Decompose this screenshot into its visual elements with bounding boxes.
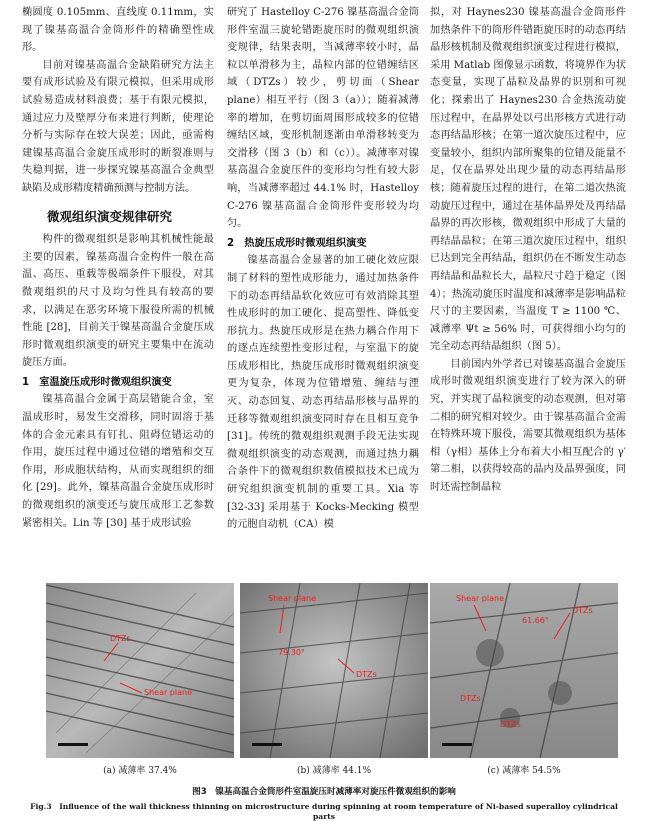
right-column (430, 4, 626, 497)
middle-column (227, 4, 419, 534)
micrograph-a (46, 583, 234, 758)
left-paragraph-1: 椭圆度 0.105mm、直线度 0.11mm，实现了镍基高温合金筒形件的精确塑性成形。 (22, 7, 214, 54)
micrograph-b (240, 583, 428, 758)
left-paragraph-3: 构件的微观组织是影响其机械性能最主要的因素，镍基高温合金构件一般在高温、高压、重载等极端条件下服役，对其微观组织的尺寸及均匀性具有较高的要求，以满足在恶劣环境下服役所需的机械性能 [28]，目前关于镍基高温合金旋压成形时微观组织演变的研究主要集中在流动旋压方面。 (22, 234, 214, 369)
panel-a-label-shear: Shear plane (144, 688, 192, 697)
middle-paragraph-2: 镍基高温合金显著的加工硬化效应限制了材料的塑性成形能力，通过加热条件下的动态再结晶软化效应可有效消除其塑性成形时的加工硬化、提高塑性、降低变形抗力。热旋压成形是在热力耦合作用下的逐点连续塑性变形过程，与室温下的旋压成形相比，热旋压成形时微观组织演变更为复杂，体现为位错增殖、缠结与湮灭、动态回复、动态再结晶形核与晶界的迁移等微观组织演变同时存在且相互竞争 [31]。传统的微观组织观测手段无法实现微观组织演变的动态观测，而通过热力耦合条件下的微观组织数值模拟技术已成为研究组织演变机制的重要工具。Xia 等 [32-33] 采用基于 Kocks-Mecking 模型的元胞自动机（CA）模 (227, 255, 419, 531)
right-paragraph-1: 拟，对 Haynes230 镍基高温合金筒形件加热条件下的筒形件错距旋压时的动态再结晶形核机制及微观组织演变过程进行模拟，采用 Matlab 图像显示函数，将境界作为状态变量，实现了晶粒及晶界的识别和可视化；探索出了 Haynes230 合金热流动旋压过程中，在晶界处以弓出形核方式进行动态再结晶形核；在第一道次旋压过程中，应变量较小，组织内部所聚集的位错及能量不足，仅在晶界处出现少量的动态再结晶形核；随着旋压过程的进行，在第二道次热流动旋压过程中，通过在基体晶界处及再结晶晶界的再次形核，微观组织中形成了大量的再结晶晶粒；在第三道次旋压过程中，组织已达到完全再结晶，组织仍在不断发生动态再结晶和晶粒长大，晶粒尺寸趋于稳定（图 4）；热流动旋压时温度和减薄率是影响晶粒尺寸的主要因素，当温度 T ≥ 1100 ℃、减薄率 Ψt ≥ 56% 时，可获得细小均匀的完全动态再结晶组织（图 5）。 (430, 7, 626, 353)
panel-b-label-dtzs: DTZs (356, 670, 377, 679)
middle-paragraph-1: 研究了 Hastelloy C-276 镍基高温合金筒形件室温三旋轮错距旋压时的微观组织演变规律，结果表明，当减薄率较小时，晶粒以单滑移为主，晶粒内部的位错缠结区域（DTZs）较少，剪切面（Shear plane）相互平行（图 3（a））；随着减薄率的增加，在剪切面周围形成较多的位错缠结区域，变形机制逐渐由单滑移转变为交滑移（图 3（b）和（c））。减薄率对镍基高温合金旋压件的变形均匀性有较大影响，当减薄率超过 44.1% 时，Hastelloy C-276 镍基高温合金筒形件变形较为均匀。 (227, 7, 419, 230)
subsection-1-title: 1 室温旋压成形时微观组织演变 (22, 376, 172, 388)
panel-b-caption: (b) 减薄率 44.1% (296, 766, 372, 776)
panel-c-label-dtzs-1: DTZs (572, 606, 593, 615)
figure-caption-en: Fig.3 Influence of the wall thickness thinning on microstructure during spinning at room temperature of Ni-based superalloy cylindrical parts (30, 802, 618, 821)
panel-a-label-dtzs: DTZs (110, 634, 131, 643)
panel-c-label-angle: 61.66° (522, 616, 549, 625)
panel-c-caption: (c) 减薄率 54.5% (487, 766, 561, 776)
panel-b-label-angle: 79.30° (278, 648, 305, 657)
panel-a-caption: (a) 减薄率 37.4% (103, 766, 177, 776)
panel-b-label-shear: Shear plane (268, 594, 316, 603)
figure-caption-cn: 图3 镍基高温合金筒形件室温旋压时减薄率对旋压件微观组织的影响 (192, 787, 456, 797)
left-paragraph-4: 镍基高温合金属于高层错能合金，室温成形时，易发生交滑移，同时固溶于基体的合金元素具有钉扎、阻碍位错运动的作用，旋压过程中通过位错的增殖和交互作用，形成胞状结构，从而实现组织的细化 [29]。此外，镍基高温合金旋压成形时的微观组织的演变还与旋压成形工艺参数紧密相关。Lin 等 [30] 基于成形试验 (22, 394, 214, 529)
panel-c-label-dtzs-2: DTZs (460, 694, 481, 703)
panel-c-label-dtzs-3: DTZs (500, 720, 521, 729)
micrograph-c (430, 583, 618, 758)
subsection-2-title: 2 热旋压成形时微观组织演变 (227, 237, 367, 249)
right-paragraph-2: 目前国内外学者已对镍基高温合金旋压成形时微观组织演变进行了较为深入的研究，并实现了晶粒演变的动态观测，但对第二相的研究相对较少。由于镍基高温合金需在特殊环境下服役，需要其微观组织为基体相（γ相）基体上分布着大小相互配合的 γ′ 第二相，以获得较高的晶内及晶界强度，同时还需控制晶粒 (430, 358, 626, 494)
section-title: 微观组织演变规律研究 (47, 208, 173, 224)
panel-c-label-shear: Shear plane (456, 594, 504, 603)
left-paragraph-2: 目前对镍基高温合金缺陷研究方法主要有成形试验及有限元模拟，但采用成形试验易造成材料浪费；基于有限元模拟，通过应力及壁厚分布来进行判断，使理论分析与实际存在较大误差；因此，亟需构建镍基高温合金旋压成形时的断裂准则与失稳判据，进一步探究镍基高温合金典型缺陷及成形精度精确预测与控制方法。 (22, 59, 214, 194)
left-column (22, 4, 214, 532)
